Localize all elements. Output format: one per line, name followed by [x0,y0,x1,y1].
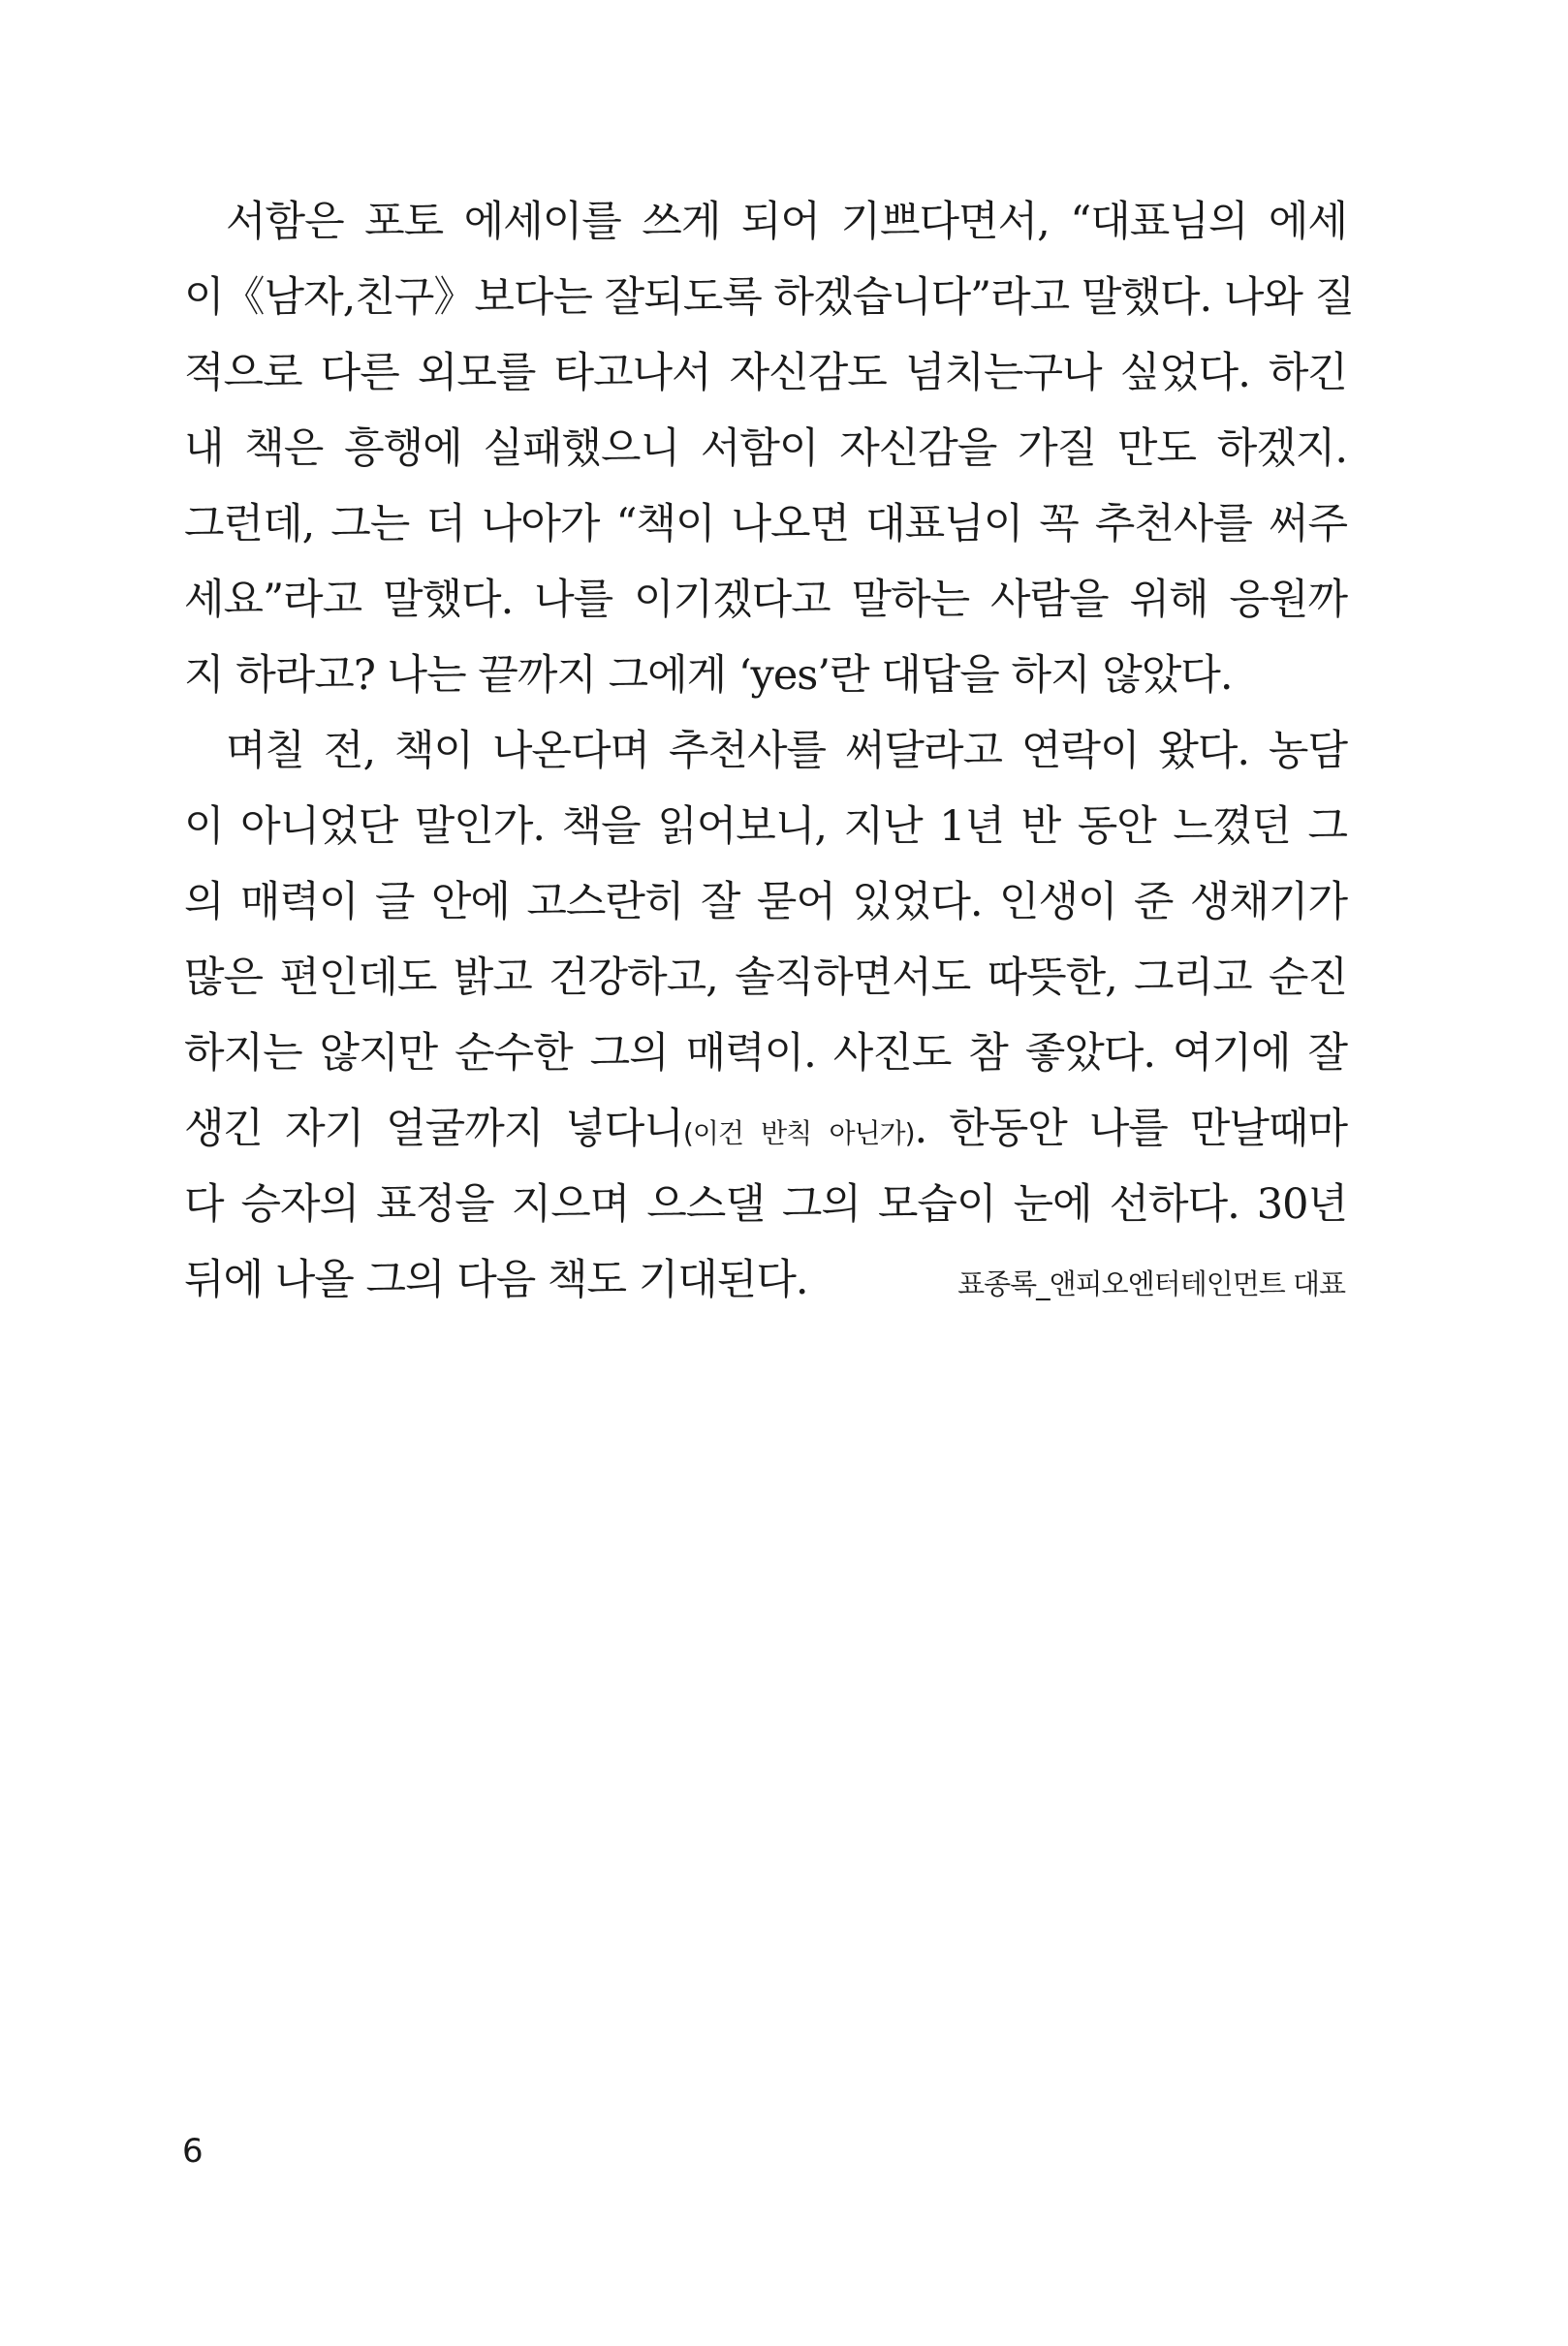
text-line: 의 매력이 글 안에 고스란히 잘 묻어 있었다. 인생이 준 생채기가 [184,878,1347,926]
closing-line [184,1242,1347,1318]
page-number: 6 [182,2132,204,2171]
text-line: 이《남자,친구》보다는 잘되도록 하겠습니다”라고 말했다. 나와 질 [184,273,1355,322]
text-line: 하지는 않지만 순수한 그의 매력이. 사진도 참 좋았다. 여기에 잘 [184,1029,1347,1078]
text-line: 서함은 포토 에세이를 쓰게 되어 기쁘다면서, “대표님의 에세 [226,198,1347,246]
text-line-mixed [184,1091,1347,1167]
text-segment: 뒤에 나올 그의 다음 책도 기대된다. [184,1256,808,1304]
aside-note: (이건 반칙 아닌가) [682,1117,915,1149]
text-line: 지 하라고? 나는 끝까지 그에게 ‘yes’란 대답을 하지 않았다. [184,651,1233,700]
text-segment: 생긴 자기 얼굴까지 넣다니 [184,1105,683,1153]
text-line: 며칠 전, 책이 나온다며 추천사를 써달라고 연락이 왔다. 농담 [226,727,1347,775]
text-line: 적으로 다른 외모를 타고나서 자신감도 넘치는구나 싶었다. 하긴 [184,349,1347,397]
text-line: 세요”라고 말했다. 나를 이기겠다고 말하는 사람을 위해 응원까 [184,576,1347,624]
text-line: 많은 편인데도 밝고 건강하고, 솔직하면서도 따뜻한, 그리고 순진 [184,954,1347,1002]
text-line: 내 책은 흥행에 실패했으니 서함이 자신감을 가질 만도 하겠지. [184,424,1347,473]
text-segment: . 한동안 나를 만날때마 [914,1105,1347,1153]
text-line: 다 승자의 표정을 지으며 으스댈 그의 모습이 눈에 선하다. 30년 [184,1180,1347,1229]
author-signature: 표종록_앤피오엔터테인먼트 대표 [957,1267,1345,1300]
text-line: 이 아니었단 말인가. 책을 읽어보니, 지난 1년 반 동안 느꼈던 그 [184,802,1347,851]
text-line: 그런데, 그는 더 나아가 “책이 나오면 대표님이 꼭 추천사를 써주 [184,500,1347,548]
body-text [184,184,1355,1318]
